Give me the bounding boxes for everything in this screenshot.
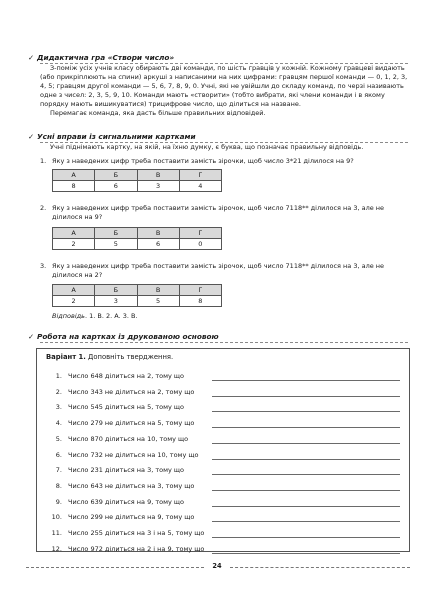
statement-item bbox=[48, 529, 204, 537]
statement-text: Число 343 не ділиться на 2, тому що bbox=[68, 387, 195, 396]
statement-number: 12. bbox=[51, 544, 62, 553]
statement-text: Число 732 не ділиться на 10, тому що bbox=[68, 450, 199, 459]
statement-item bbox=[48, 403, 184, 411]
answer-blank-line[interactable] bbox=[212, 553, 400, 554]
statement-item bbox=[48, 513, 194, 521]
option-letter: В bbox=[137, 170, 179, 181]
option-value: 4 bbox=[179, 181, 221, 192]
option-value: 3 bbox=[137, 181, 179, 192]
game-description bbox=[40, 64, 408, 117]
answer-blank-line[interactable] bbox=[212, 411, 400, 412]
section-heading-game: ✓ Дидактична гра «Створи число» bbox=[28, 53, 175, 62]
footer-rule-left bbox=[26, 567, 204, 568]
page-number: 24 bbox=[212, 562, 222, 570]
option-value: 3 bbox=[95, 296, 137, 307]
statement-item bbox=[48, 466, 184, 474]
variant-task: Доповніть твердження. bbox=[85, 353, 174, 361]
answer-blank-line[interactable] bbox=[212, 380, 400, 381]
statement-text: Число 643 не ділиться на 3, тому що bbox=[68, 481, 195, 490]
option-value: 2 bbox=[53, 239, 95, 250]
statement-number: 8. bbox=[55, 481, 62, 490]
section-heading-oral: ✓ Усні вправи із сигнальними картками bbox=[28, 132, 196, 141]
variant-title bbox=[46, 353, 173, 361]
answer-blank-line[interactable] bbox=[212, 474, 400, 475]
statement-number: 11. bbox=[51, 529, 62, 537]
pointer-check-icon: ✓ bbox=[28, 53, 35, 62]
statement-text: Число 279 не ділиться на 5, тому що bbox=[68, 419, 195, 428]
statement-item bbox=[48, 545, 204, 553]
statement-item bbox=[48, 498, 184, 506]
option-letter: Г bbox=[179, 228, 221, 239]
statement-number: 3. bbox=[55, 403, 62, 412]
option-value: 8 bbox=[179, 296, 221, 307]
footer-rule-right bbox=[230, 567, 410, 568]
answer-text: . 1. В. 2. А. 3. В. bbox=[84, 312, 138, 320]
answer-blank-line[interactable] bbox=[212, 427, 400, 428]
variant-label: Варіант 1. bbox=[46, 353, 86, 361]
option-value: 0 bbox=[179, 239, 221, 250]
answer-label: Відповідь bbox=[52, 312, 85, 320]
statement-number: 2. bbox=[55, 387, 62, 396]
answer-options-table bbox=[52, 169, 222, 192]
statement-text: Число 255 ділиться на 3 і на 5, тому що bbox=[68, 529, 205, 537]
answer-blank-line[interactable] bbox=[212, 459, 400, 460]
oral-intro: Учні піднімають картку, на якій, на їхню думку, є буква, що позначає правильну відповідь. bbox=[50, 143, 364, 151]
answer-options-table bbox=[52, 284, 222, 307]
statement-item bbox=[48, 435, 188, 443]
option-letter: Б bbox=[95, 170, 137, 181]
statement-number: 5. bbox=[55, 434, 62, 443]
answer-blank-line[interactable] bbox=[212, 396, 400, 397]
option-letter: А bbox=[53, 285, 95, 296]
option-letter: А bbox=[53, 228, 95, 239]
pointer-check-icon: ✓ bbox=[28, 332, 35, 341]
option-value: 5 bbox=[95, 239, 137, 250]
option-value: 2 bbox=[53, 296, 95, 307]
statement-item bbox=[48, 372, 184, 380]
answer-blank-line[interactable] bbox=[212, 490, 400, 491]
answer-blank-line[interactable] bbox=[212, 443, 400, 444]
statement-number: 9. bbox=[55, 497, 62, 506]
option-value: 8 bbox=[53, 181, 95, 192]
option-value: 5 bbox=[137, 296, 179, 307]
option-letter: Г bbox=[179, 285, 221, 296]
statement-item bbox=[48, 388, 194, 396]
option-letter: Г bbox=[179, 170, 221, 181]
answer-blank-line[interactable] bbox=[212, 537, 400, 538]
statement-number: 4. bbox=[55, 419, 62, 428]
option-value: 6 bbox=[95, 181, 137, 192]
statement-text: Число 299 не ділиться на 9, тому що bbox=[68, 513, 195, 522]
pointer-check-icon: ✓ bbox=[28, 132, 35, 141]
option-value: 6 bbox=[137, 239, 179, 250]
statement-number: 10. bbox=[51, 513, 62, 522]
option-letter: Б bbox=[95, 285, 137, 296]
option-letter: Б bbox=[95, 228, 137, 239]
statement-item bbox=[48, 419, 194, 427]
option-letter: В bbox=[137, 228, 179, 239]
section-heading-worksheet: ✓ Робота на картках із друкованою основою bbox=[28, 332, 219, 341]
statement-text: Число 648 ділиться на 2, тому що bbox=[68, 372, 185, 380]
game-paragraph: Перемагає команда, яка дасть більше правильних відповідей. bbox=[50, 108, 266, 117]
statement-item bbox=[48, 482, 194, 490]
statement-text: Число 545 ділиться на 5, тому що bbox=[68, 403, 185, 412]
answer-options-table bbox=[52, 227, 222, 250]
answer-blank-line[interactable] bbox=[212, 521, 400, 522]
statement-text: Число 870 ділиться на 10, тому що bbox=[68, 434, 189, 443]
statement-text: Число 639 ділиться на 9, тому що bbox=[68, 497, 185, 506]
option-letter: В bbox=[137, 285, 179, 296]
game-paragraph: З-поміж усіх учнів класу обирають дві команди, по шість гравців у кожній. Кожному гравцеві видають (або прикріплюють на спини) аркуші з написаними на них цифрами: гравцям першої команди — 0, 1, 2, 3, 4, 5; гравцям другої команди — 5, 6, 7, 8, 9, 0. Учні, які не увійшли до складу команд, по черзі називають одне з чисел: 2, 3, 5, 9, 10. Команди мають «створити» (тобто вибрати, які члени команди і в якому порядку мають вишикуватися) трицифрове число, що ділиться на назване. bbox=[40, 64, 408, 108]
option-letter: А bbox=[53, 170, 95, 181]
answer-blank-line[interactable] bbox=[212, 506, 400, 507]
statement-number: 6. bbox=[55, 450, 62, 459]
statement-number: 1. bbox=[55, 372, 62, 380]
statement-item bbox=[48, 451, 198, 459]
statement-number: 7. bbox=[55, 466, 62, 475]
answers-line bbox=[52, 312, 138, 320]
section-divider bbox=[40, 342, 408, 343]
statement-text: Число 972 ділиться на 2 і на 9, тому що bbox=[68, 544, 205, 553]
statement-text: Число 231 ділиться на 3, тому що bbox=[68, 466, 185, 475]
